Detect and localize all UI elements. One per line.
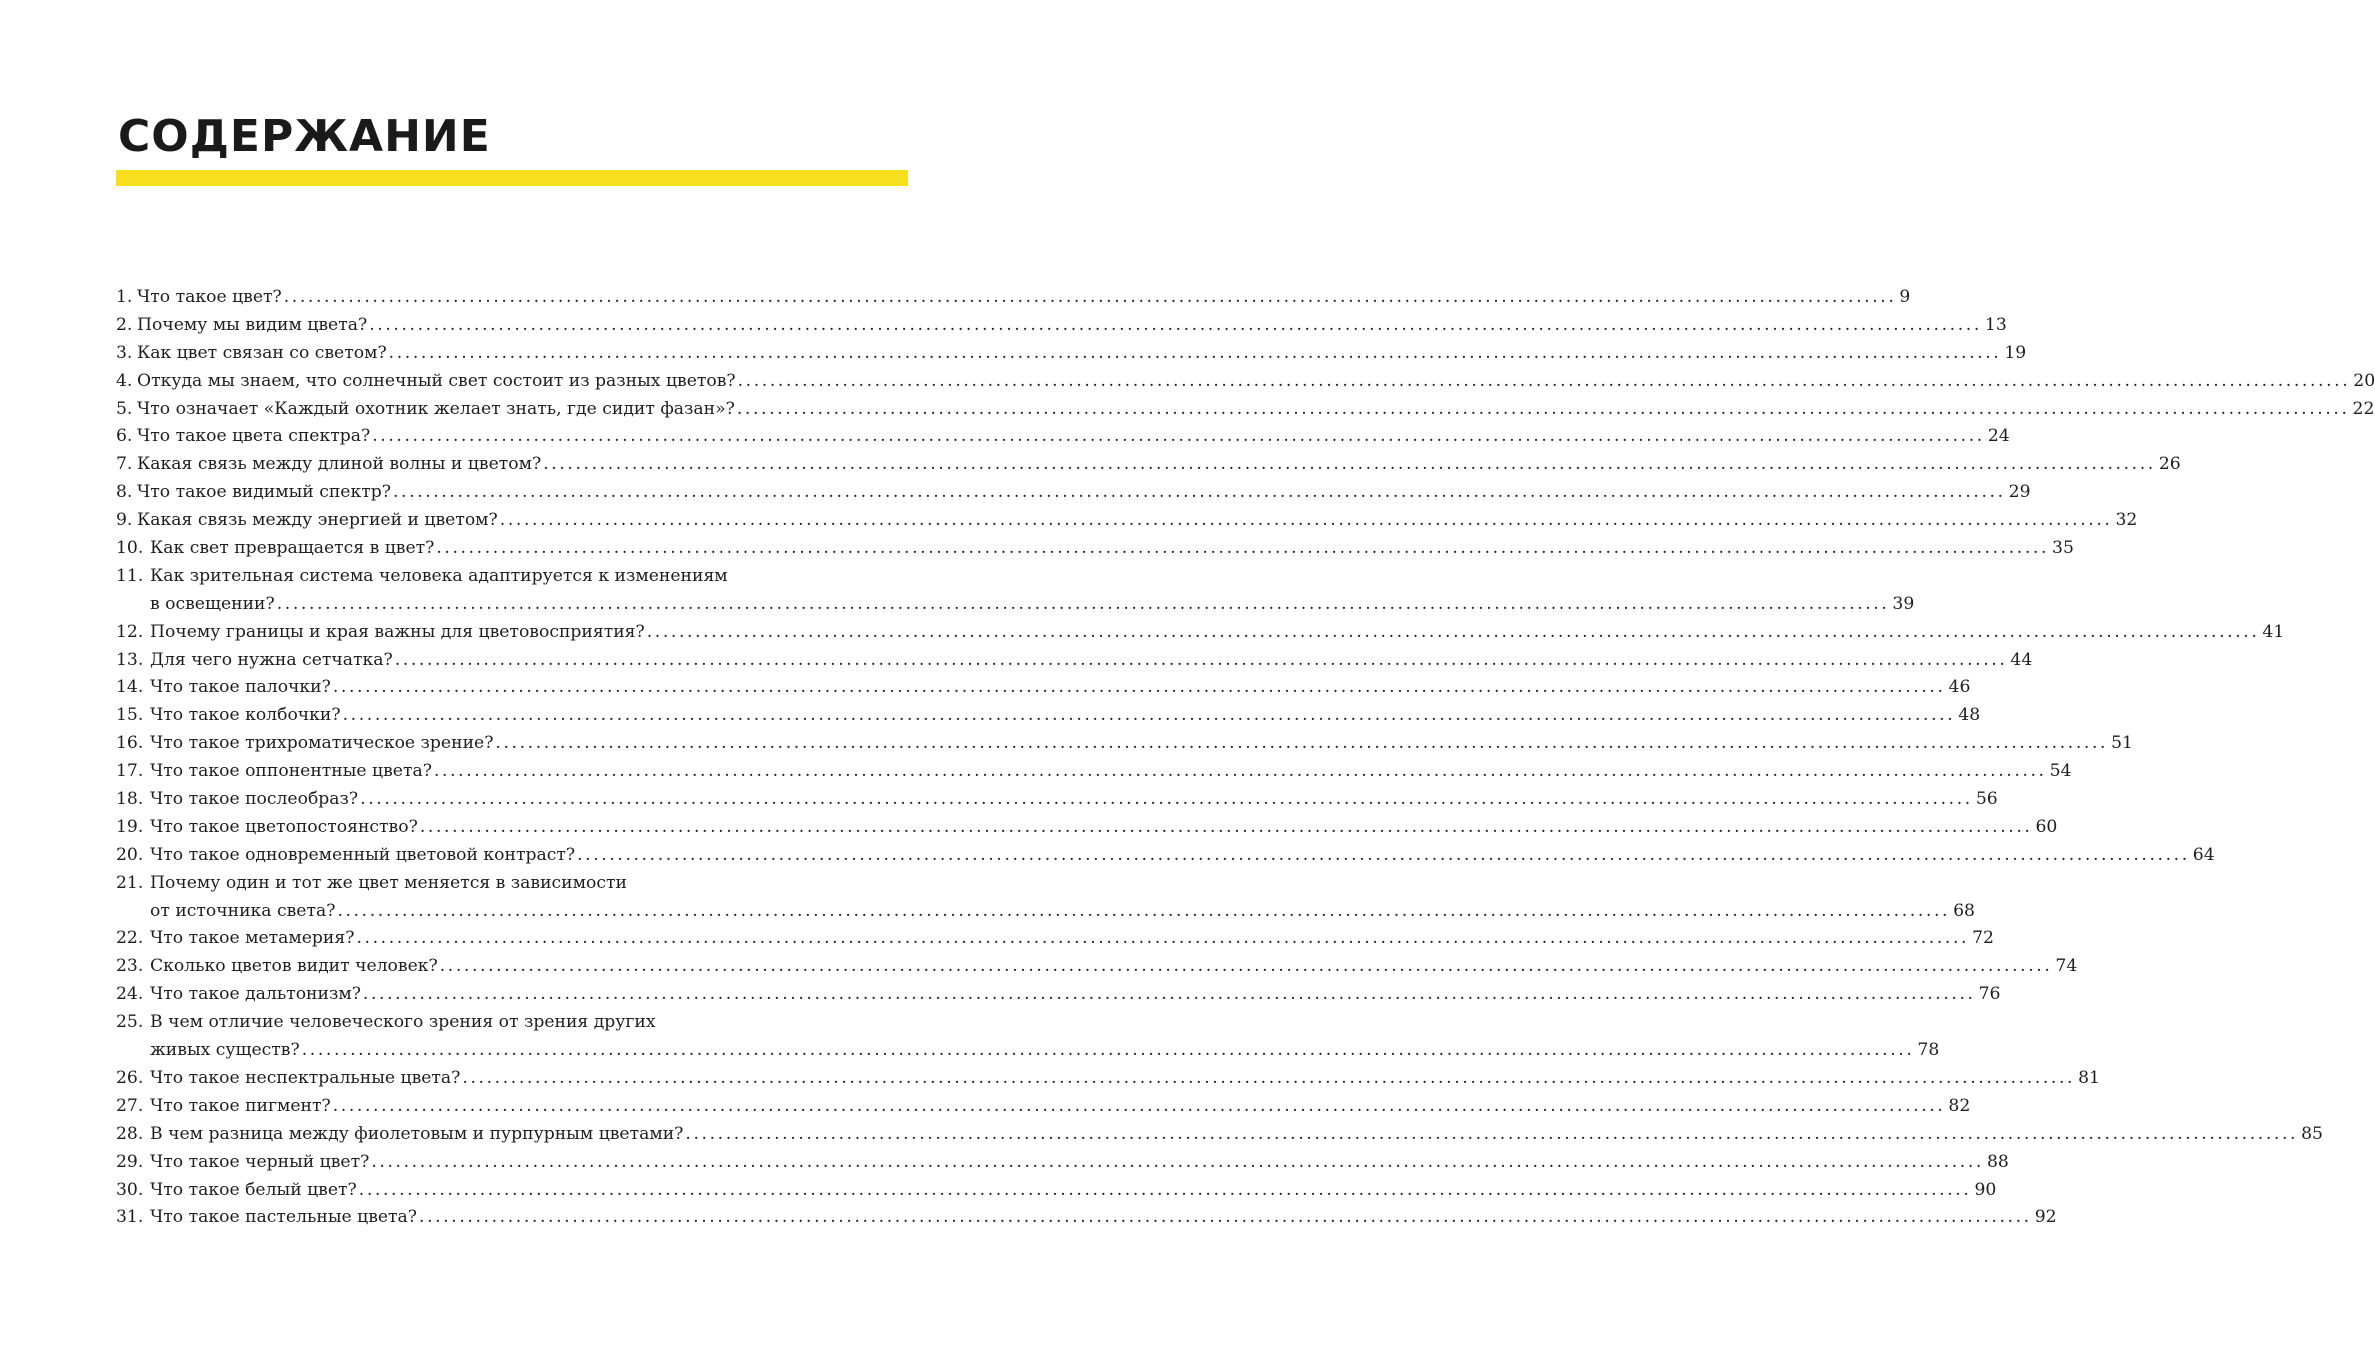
toc-entry-line <box>116 396 2375 424</box>
toc-entry-line <box>116 507 2138 535</box>
toc-entry-number: 18. <box>116 789 144 810</box>
toc-entry-line <box>116 953 2078 981</box>
dot-leader: ........................................................................................................................................................................................................ <box>439 956 2053 977</box>
toc-entry[interactable] <box>116 814 2058 842</box>
toc-entry[interactable] <box>116 312 2007 340</box>
toc-entry-line <box>116 591 1915 619</box>
toc-entry-number: 8. <box>116 482 133 503</box>
toc-entry-line <box>116 423 2010 451</box>
toc-entry-page-number: 9 <box>1899 287 1911 307</box>
toc-entry-number: 16. <box>116 733 144 754</box>
toc-entry-title: Что такое пигмент? <box>150 1095 331 1116</box>
toc-entry-number: 15. <box>116 705 144 726</box>
toc-entry-page-number: 26 <box>2158 454 2181 475</box>
toc-entry-number: 20. <box>116 844 144 865</box>
toc-entry-title: Что такое трихроматическое зрение? <box>150 733 494 754</box>
toc-entry-page-number: 29 <box>2008 482 2031 503</box>
dot-leader: ........................................................................................................................................................................................................ <box>358 1179 1972 1200</box>
toc-entry-number: 21. <box>116 872 144 893</box>
toc-entry[interactable] <box>116 1177 1997 1205</box>
toc-entry-page-number: 54 <box>2049 761 2072 782</box>
toc-entry-line <box>116 730 2133 758</box>
dot-leader: ........................................................................................................................................................................................................ <box>371 1151 1984 1172</box>
toc-entry-page-number: 72 <box>1972 928 1994 949</box>
toc-entry-page-number: 20 <box>2353 370 2375 391</box>
dot-leader: ........................................................................................................................................................................................................ <box>433 761 2047 782</box>
toc-entry-page-number: 68 <box>1953 900 1975 921</box>
toc-entry-number: 5. <box>116 398 133 419</box>
toc-entry-line <box>116 340 2027 368</box>
toc-entry-number: 9. <box>116 510 133 531</box>
dot-leader: ........................................................................................................................................................................................................ <box>332 1095 1946 1116</box>
toc-entry-number: 4. <box>116 370 133 391</box>
toc-entry-line <box>116 674 1971 702</box>
toc-entry-title: Что такое цвет? <box>137 287 282 307</box>
toc-entry-title: Что такое одновременный цветовой контраст? <box>150 844 576 865</box>
toc-entry-title: Что такое черный цвет? <box>150 1151 370 1172</box>
toc-entry-number: 27. <box>116 1095 144 1116</box>
table-of-contents <box>116 284 2375 1232</box>
toc-entry-page-number: 32 <box>2115 510 2138 531</box>
toc-entry-number: 26. <box>116 1067 144 1088</box>
dot-leader: ........................................................................................................................................................................................................ <box>283 287 1897 307</box>
dot-leader: ........................................................................................................................................................................................................ <box>685 1123 2299 1144</box>
toc-entry-number: 6. <box>116 426 133 447</box>
toc-entry-line <box>116 1037 1940 1065</box>
toc-entry[interactable] <box>116 925 1994 953</box>
toc-entry-line <box>116 870 900 898</box>
toc-entry[interactable] <box>116 563 1915 619</box>
title-underline-bar <box>116 170 908 186</box>
dot-leader: ........................................................................................................................................................................................................ <box>388 342 2002 363</box>
toc-entry-title: Почему границы и края важны для цветовосприятия? <box>150 621 645 642</box>
page-title: СОДЕРЖАНИЕ <box>118 111 491 162</box>
toc-entry-number: 23. <box>116 956 144 977</box>
toc-entry[interactable] <box>116 368 2375 396</box>
toc-entry[interactable] <box>116 451 2181 479</box>
toc-entry-line <box>116 284 1911 312</box>
toc-entry[interactable] <box>116 702 1981 730</box>
toc-entry-page-number: 81 <box>2078 1067 2100 1088</box>
toc-entry-line <box>116 1093 1971 1121</box>
toc-entry-page-number: 22 <box>2352 398 2375 419</box>
dot-leader: ........................................................................................................................................................................................................ <box>337 900 1951 921</box>
toc-entry-page-number: 39 <box>1892 593 1915 614</box>
toc-entry-page-number: 78 <box>1917 1040 1940 1061</box>
toc-entry-line <box>116 842 2215 870</box>
toc-entry-line <box>116 451 2181 479</box>
toc-entry-line <box>116 1009 900 1037</box>
toc-entry[interactable] <box>116 1121 2323 1149</box>
toc-entry[interactable] <box>116 423 2010 451</box>
toc-entry-page-number: 24 <box>1987 426 2010 447</box>
toc-entry-page-number: 19 <box>2004 342 2027 363</box>
toc-entry-page-number: 90 <box>1974 1179 1997 1200</box>
toc-entry-number: 11. <box>116 565 144 586</box>
toc-entry-line <box>116 563 900 591</box>
dot-leader: ........................................................................................................................................................................................................ <box>356 928 1970 949</box>
toc-entry-line <box>116 1204 2057 1232</box>
toc-entry-number: 13. <box>116 649 144 670</box>
toc-entry-title: Что такое колбочки? <box>150 705 341 726</box>
dot-leader: ........................................................................................................................................................................................................ <box>342 705 1956 726</box>
toc-entry-title: Почему мы видим цвета? <box>137 314 368 335</box>
toc-entry-title: Что такое палочки? <box>150 677 331 698</box>
toc-entry-line <box>116 1065 2100 1093</box>
toc-entry-page-number: 44 <box>2010 649 2033 670</box>
toc-entry-line <box>116 535 2074 563</box>
toc-entry[interactable] <box>116 396 2375 424</box>
toc-entry-page-number: 85 <box>2301 1123 2323 1144</box>
dot-leader: ........................................................................................................................................................................................................ <box>419 816 2033 837</box>
toc-entry-number: 3. <box>116 342 133 363</box>
toc-entry-number: 10. <box>116 538 144 559</box>
dot-leader: ........................................................................................................................................................................................................ <box>736 398 2350 419</box>
toc-entry[interactable] <box>116 1093 1971 1121</box>
toc-entry[interactable] <box>116 1149 2009 1177</box>
dot-leader: ........................................................................................................................................................................................................ <box>419 1207 2032 1228</box>
toc-entry-page-number: 51 <box>2111 733 2133 754</box>
toc-entry-page-number: 13 <box>1984 314 2007 335</box>
toc-entry-number: 2. <box>116 314 133 335</box>
toc-entry-title: живых существ? <box>150 1040 300 1061</box>
toc-entry-line <box>116 1177 1997 1205</box>
dot-leader: ........................................................................................................................................................................................................ <box>543 454 2156 475</box>
toc-entry-number: 30. <box>116 1179 144 1200</box>
toc-entry[interactable] <box>116 758 2072 786</box>
toc-entry[interactable] <box>116 1009 1940 1065</box>
toc-entry[interactable] <box>116 981 2001 1009</box>
toc-entry-title: Какая связь между длиной волны и цветом? <box>137 454 542 475</box>
dot-leader: ........................................................................................................................................................................................................ <box>646 621 2260 642</box>
dot-leader: ........................................................................................................................................................................................................ <box>577 844 2190 865</box>
toc-entry-title: Как цвет связан со светом? <box>137 342 387 363</box>
toc-entry-line <box>116 702 1981 730</box>
toc-entry-page-number: 92 <box>2034 1207 2057 1228</box>
toc-entry-page-number: 82 <box>1948 1095 1971 1116</box>
toc-entry[interactable] <box>116 507 2138 535</box>
toc-entry-page-number: 76 <box>1978 984 2001 1005</box>
toc-entry-number: 25. <box>116 1012 144 1033</box>
toc-entry-number: 1. <box>116 287 133 307</box>
toc-entry-line <box>116 925 1994 953</box>
toc-entry-title: Что такое метамерия? <box>150 928 355 949</box>
dot-leader: ........................................................................................................................................................................................................ <box>737 370 2351 391</box>
toc-entry-title: Что такое дальтонизм? <box>150 984 361 1005</box>
toc-entry-line <box>116 368 2375 396</box>
toc-entry-title: Что такое цвета спектра? <box>137 426 371 447</box>
toc-entry[interactable] <box>116 284 1911 312</box>
toc-entry-title: от источника света? <box>150 900 336 921</box>
dot-leader: ........................................................................................................................................................................................................ <box>499 510 2113 531</box>
dot-leader: ........................................................................................................................................................................................................ <box>301 1040 1915 1061</box>
dot-leader: ........................................................................................................................................................................................................ <box>276 593 1890 614</box>
toc-entry[interactable] <box>116 1204 2057 1232</box>
toc-entry-line <box>116 1149 2009 1177</box>
toc-entry[interactable] <box>116 953 2078 981</box>
toc-entry-title: Что такое белый цвет? <box>150 1179 357 1200</box>
dot-leader: ........................................................................................................................................................................................................ <box>462 1067 2076 1088</box>
dot-leader: ........................................................................................................................................................................................................ <box>495 733 2109 754</box>
toc-entry-line <box>116 981 2001 1009</box>
toc-entry[interactable] <box>116 1065 2100 1093</box>
toc-entry[interactable] <box>116 340 2027 368</box>
toc-entry-line <box>116 479 2031 507</box>
toc-entry-line <box>116 814 2058 842</box>
toc-entry[interactable] <box>116 674 1971 702</box>
toc-entry[interactable] <box>116 870 1975 926</box>
dot-leader: ........................................................................................................................................................................................................ <box>394 649 2008 670</box>
toc-entry-title: Что такое неспектральные цвета? <box>150 1067 461 1088</box>
toc-entry-page-number: 74 <box>2055 956 2078 977</box>
toc-entry-title: Как свет превращается в цвет? <box>150 538 435 559</box>
toc-entry-line <box>116 647 2033 675</box>
dot-leader: ........................................................................................................................................................................................................ <box>392 482 2006 503</box>
toc-entry-title: Для чего нужна сетчатка? <box>150 649 393 670</box>
toc-entry-number: 28. <box>116 1123 144 1144</box>
toc-entry[interactable] <box>116 647 2033 675</box>
toc-entry-title: Что такое пастельные цвета? <box>150 1207 418 1228</box>
toc-entry-title: Что такое цветопостоянство? <box>150 816 418 837</box>
toc-entry[interactable] <box>116 619 2285 647</box>
dot-leader: ........................................................................................................................................................................................................ <box>436 538 2050 559</box>
toc-entry[interactable] <box>116 535 2074 563</box>
toc-entry-line <box>116 619 2285 647</box>
dot-leader: ........................................................................................................................................................................................................ <box>332 677 1946 698</box>
toc-entry-page-number: 48 <box>1958 705 1981 726</box>
toc-entry[interactable] <box>116 479 2031 507</box>
toc-entry-line <box>116 1121 2323 1149</box>
toc-entry-page-number: 88 <box>1987 1151 2009 1172</box>
toc-entry-number: 19. <box>116 816 144 837</box>
toc-entry-title: Что такое послеобраз? <box>150 789 359 810</box>
toc-entry-page-number: 46 <box>1948 677 1971 698</box>
toc-entry-title: В чем разница между фиолетовым и пурпурным цветами? <box>150 1123 684 1144</box>
dot-leader: ........................................................................................................................................................................................................ <box>372 426 1985 447</box>
toc-entry-title: Сколько цветов видит человек? <box>150 956 438 977</box>
toc-entry-number: 29. <box>116 1151 144 1172</box>
toc-entry-page-number: 64 <box>2192 844 2215 865</box>
dot-leader: ........................................................................................................................................................................................................ <box>362 984 1976 1005</box>
toc-entry-line <box>116 898 1975 926</box>
dot-leader: ........................................................................................................................................................................................................ <box>369 314 1982 335</box>
toc-entry-title: Откуда мы знаем, что солнечный свет состоит из разных цветов? <box>137 370 736 391</box>
toc-entry-page-number: 35 <box>2052 538 2074 559</box>
toc-entry-title: Что такое оппонентные цвета? <box>150 761 432 782</box>
toc-entry-number: 14. <box>116 677 144 698</box>
toc-entry-title: Что означает «Каждый охотник желает знать, где сидит фазан»? <box>137 398 735 419</box>
toc-entry[interactable] <box>116 730 2133 758</box>
toc-entry-title: в освещении? <box>150 593 275 614</box>
toc-entry[interactable] <box>116 842 2215 870</box>
toc-entry-title: Как зрительная система человека адаптируется к изменениям <box>150 565 728 586</box>
toc-entry-title: Почему один и тот же цвет меняется в зависимости <box>150 872 627 893</box>
toc-entry-line <box>116 758 2072 786</box>
toc-entry-title: В чем отличие человеческого зрения от зрения других <box>150 1012 656 1033</box>
toc-entry-title: Какая связь между энергией и цветом? <box>137 510 498 531</box>
toc-entry-number: 7. <box>116 454 133 475</box>
toc-entry-line <box>116 312 2007 340</box>
toc-entry-number: 17. <box>116 761 144 782</box>
toc-entry-page-number: 41 <box>2262 621 2285 642</box>
toc-entry-title: Что такое видимый спектр? <box>137 482 391 503</box>
toc-entry-number: 22. <box>116 928 144 949</box>
toc-entry-number: 24. <box>116 984 144 1005</box>
dot-leader: ........................................................................................................................................................................................................ <box>360 789 1973 810</box>
toc-entry-page-number: 60 <box>2035 816 2058 837</box>
toc-entry-number: 12. <box>116 621 144 642</box>
toc-entry-line <box>116 786 1998 814</box>
toc-entry[interactable] <box>116 786 1998 814</box>
toc-entry-page-number: 56 <box>1975 789 1998 810</box>
toc-entry-number: 31. <box>116 1207 144 1228</box>
